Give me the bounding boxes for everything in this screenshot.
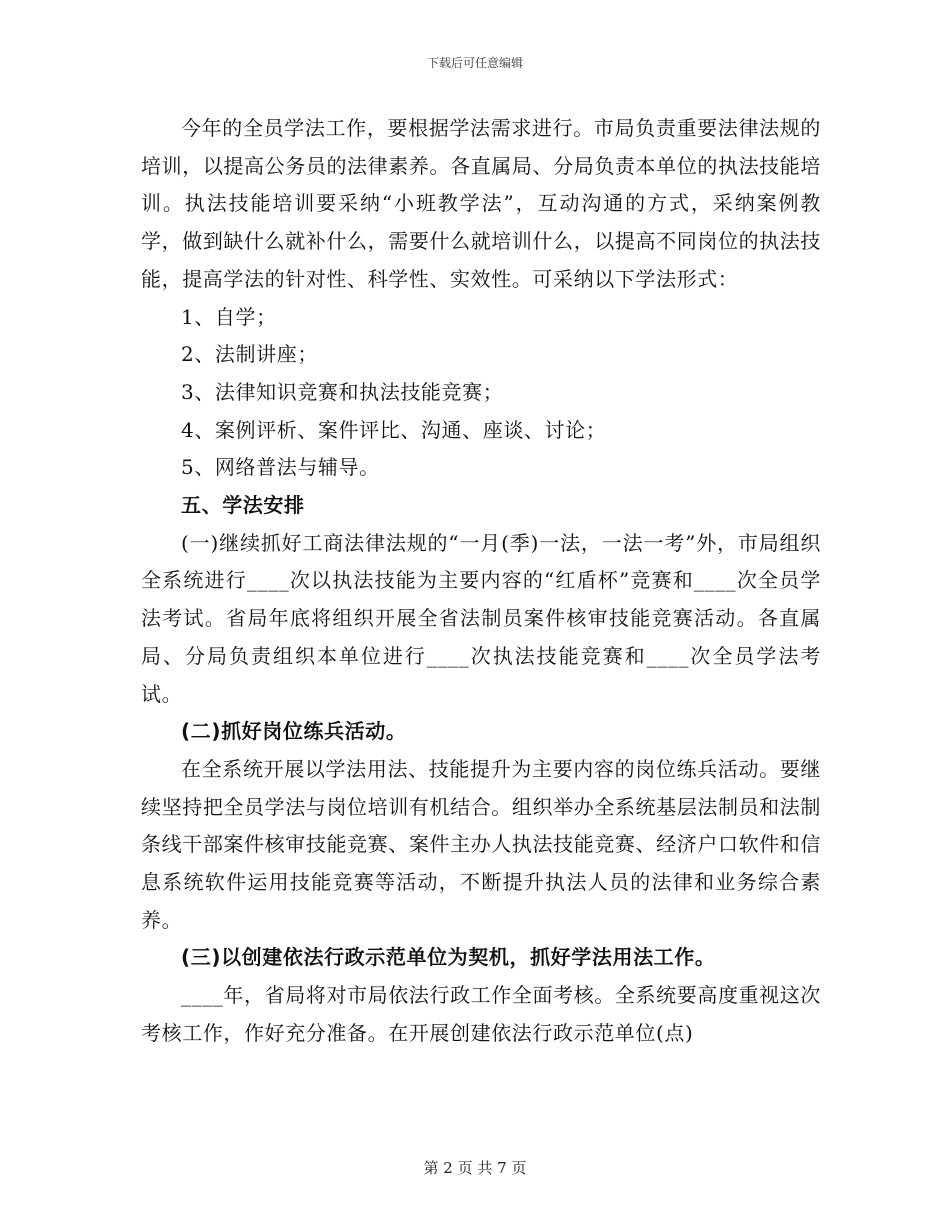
list-item: 3、法律知识竞赛和执法技能竞赛； <box>181 379 504 404</box>
subsection-1-paragraph: (一)继续抓好工商法律法规的“一月(季)一法，一法一考”外，市局组织全系统进行____次以执法技能为主要内容的“红盾杯”竞赛和____次全员学法考试。省局年底将组织开展全省法制员案件核审技能竞赛活动。各直属局、分局负责组织本单位进行____次执法技能竞赛和____次全员学法考试。 <box>141 530 821 706</box>
header-note: 下载后可任意编辑 <box>426 56 523 70</box>
document-body <box>141 110 821 1053</box>
section-heading: 五、学法安排 <box>181 493 305 518</box>
subsection-3-paragraph: ____年，省局将对市局依法行政工作全面考核。全系统要高度重视这次考核工作，作好充分准备。在开展创建依法行政示范单位(点) <box>141 983 821 1045</box>
list-item: 4、案例评析、案件评比、沟通、座谈、讨论； <box>181 417 607 442</box>
subsection-2-paragraph: 在全系统开展以学法用法、技能提升为主要内容的岗位练兵活动。要继续坚持把全员学法与岗位培训有机结合。组织举办全系统基层法制员和法制条线干部案件核审技能竞赛、案件主办人执法技能竞赛、经济户口软件和信息系统软件运用技能竞赛等活动，不断提升执法人员的法律和业务综合素养。 <box>141 756 821 932</box>
list-item: 2、法制讲座； <box>181 342 318 367</box>
intro-paragraph: 今年的全员学法工作，要根据学法需求进行。市局负责重要法律法规的培训，以提高公务员的法律素养。各直属局、分局负责本单位的执法技能培训。执法技能培训要采纳“小班教学法”，互动沟通的方式，采纳案例教学，做到缺什么就补什么，需要什么就培训什么，以提高不同岗位的执法技能，提高学法的针对性、科学性、实效性。可采纳以下学法形式： <box>141 116 821 291</box>
list-item: 5、网络普法与辅导。 <box>181 455 380 480</box>
study-forms-list <box>141 299 821 488</box>
subsection-3-heading: (三)以创建依法行政示范单位为契机，抓好学法用法工作。 <box>181 945 716 970</box>
page-footer: 第 2 页 共 7 页 <box>423 1159 527 1177</box>
subsection-2-heading: (二)抓好岗位练兵活动。 <box>181 719 407 744</box>
list-item: 1、自学； <box>181 304 277 329</box>
